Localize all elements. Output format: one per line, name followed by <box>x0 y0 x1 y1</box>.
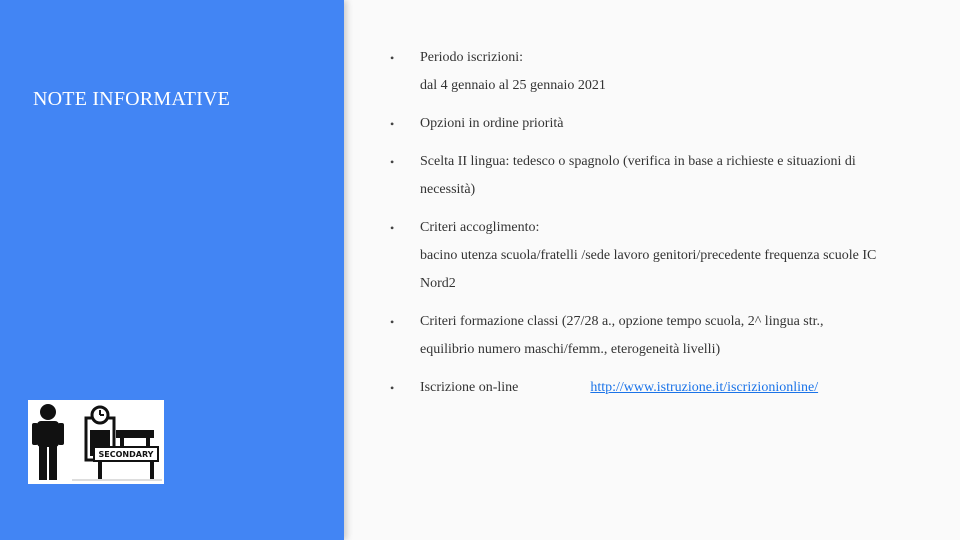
bullet-text: equilibrio numero maschi/femm., eterogeneità livelli) <box>420 342 721 357</box>
student-school-icon <box>28 400 164 484</box>
bullet-text: • Periodo iscrizioni: <box>420 50 524 65</box>
bullet-priority-options <box>386 110 926 138</box>
bullet-enrollment-period <box>386 44 926 100</box>
sign-label: SECONDARY <box>98 450 154 459</box>
enrollment-link[interactable]: http://www.istruzione.it/iscrizionionline/ <box>590 380 819 395</box>
bullet-text: • Criteri accoglimento: <box>420 220 540 235</box>
bullet-text: • Scelta II lingua: tedesco o spagnolo (verifica in base a richieste e situazioni di <box>420 154 856 169</box>
bullet-class-criteria <box>386 308 926 364</box>
bullet-text: bacino utenza scuola/fratelli /sede lavoro genitori/precedente frequenza scuole IC <box>420 248 877 263</box>
bullet-text: necessità) <box>420 182 476 197</box>
bullet-text: Iscrizione on-line <box>420 380 519 395</box>
bullet-text: Nord2 <box>420 276 456 291</box>
secondary-school-illustration <box>28 400 164 484</box>
panel-title: NOTE INFORMATIVE <box>33 88 231 110</box>
side-panel <box>0 0 344 540</box>
bullet-text: • Criteri formazione classi (27/28 a., opzione tempo scuola, 2^ lingua str., <box>420 314 824 329</box>
bullet-acceptance-criteria <box>386 214 926 298</box>
bullet-online-enrollment <box>386 374 926 402</box>
bullet-text: dal 4 gennaio al 25 gennaio 2021 <box>420 78 606 93</box>
bullet-second-language <box>386 148 926 204</box>
bullet-text: • Opzioni in ordine priorità <box>420 116 564 131</box>
info-bullet-list <box>386 44 926 402</box>
